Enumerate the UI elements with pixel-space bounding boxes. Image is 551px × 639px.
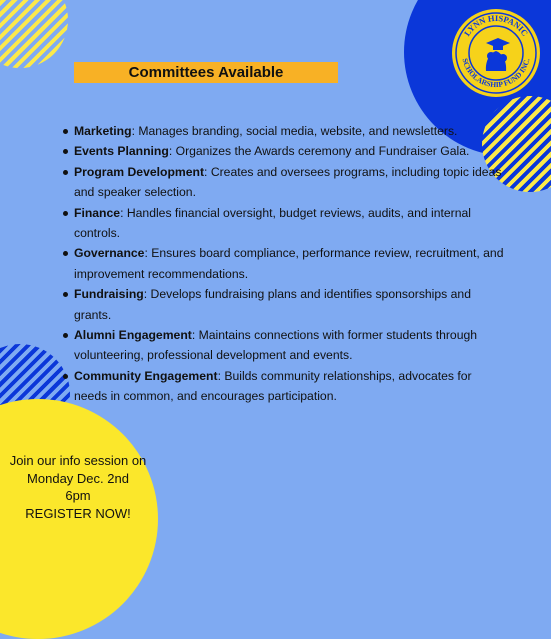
committees-list <box>74 121 506 407</box>
register-now-text: REGISTER NOW! <box>25 505 131 521</box>
committee-name: Finance <box>74 205 121 220</box>
committee-name: Fundraising <box>74 287 144 302</box>
committee-description: : Maintains connections with former students through volunteering, professional development and events. <box>74 328 478 363</box>
cta-line-time: 6pm <box>65 488 91 503</box>
organization-logo <box>452 9 540 97</box>
committee-name: Community Engagement <box>74 368 218 383</box>
committee-description: : Handles financial oversight, budget reviews, audits, and internal controls. <box>74 205 471 241</box>
striped-yellow-circle-top-left <box>0 0 68 68</box>
committee-name: Governance <box>74 246 145 261</box>
committee-name: Alumni Engagement <box>74 328 192 343</box>
info-session-callout <box>4 452 152 522</box>
list-item <box>74 366 506 407</box>
svg-text:LYNN HISPANIC: LYNN HISPANIC <box>461 12 531 38</box>
committee-description: : Ensures board compliance, performance review, recruitment, and improvement recommendations. <box>74 246 504 281</box>
committee-description: : Creates and oversees programs, including topic ideas and speaker selection. <box>74 164 502 200</box>
committee-description: : Manages branding, social media, website, and newsletters. <box>131 124 458 138</box>
list-item <box>74 121 506 141</box>
cta-line-invite: Join our info session on <box>9 453 147 468</box>
page-title: Committees Available <box>74 62 338 83</box>
list-item <box>74 203 506 244</box>
committee-description: : Builds community relationships, advocates for needs in common, and encourages participation. <box>74 368 472 404</box>
committee-name: Program Development <box>74 164 205 179</box>
cta-line-date: Monday Dec. 2nd <box>27 470 129 486</box>
committee-name: Events Planning <box>74 144 169 159</box>
svg-text:SCHOLARSHIP FUND INC.: SCHOLARSHIP FUND INC. <box>460 57 532 90</box>
list-item <box>74 162 506 203</box>
committee-name: Marketing <box>74 124 132 138</box>
logo-seal-icon <box>452 9 540 97</box>
committee-description: : Organizes the Awards ceremony and Fundraiser Gala. <box>168 144 470 159</box>
list-item <box>74 325 506 366</box>
committee-description: : Develops fundraising plans and identifies sponsorships and grants. <box>74 287 471 322</box>
list-item <box>74 243 506 284</box>
list-item <box>74 284 506 325</box>
list-item <box>74 141 506 161</box>
